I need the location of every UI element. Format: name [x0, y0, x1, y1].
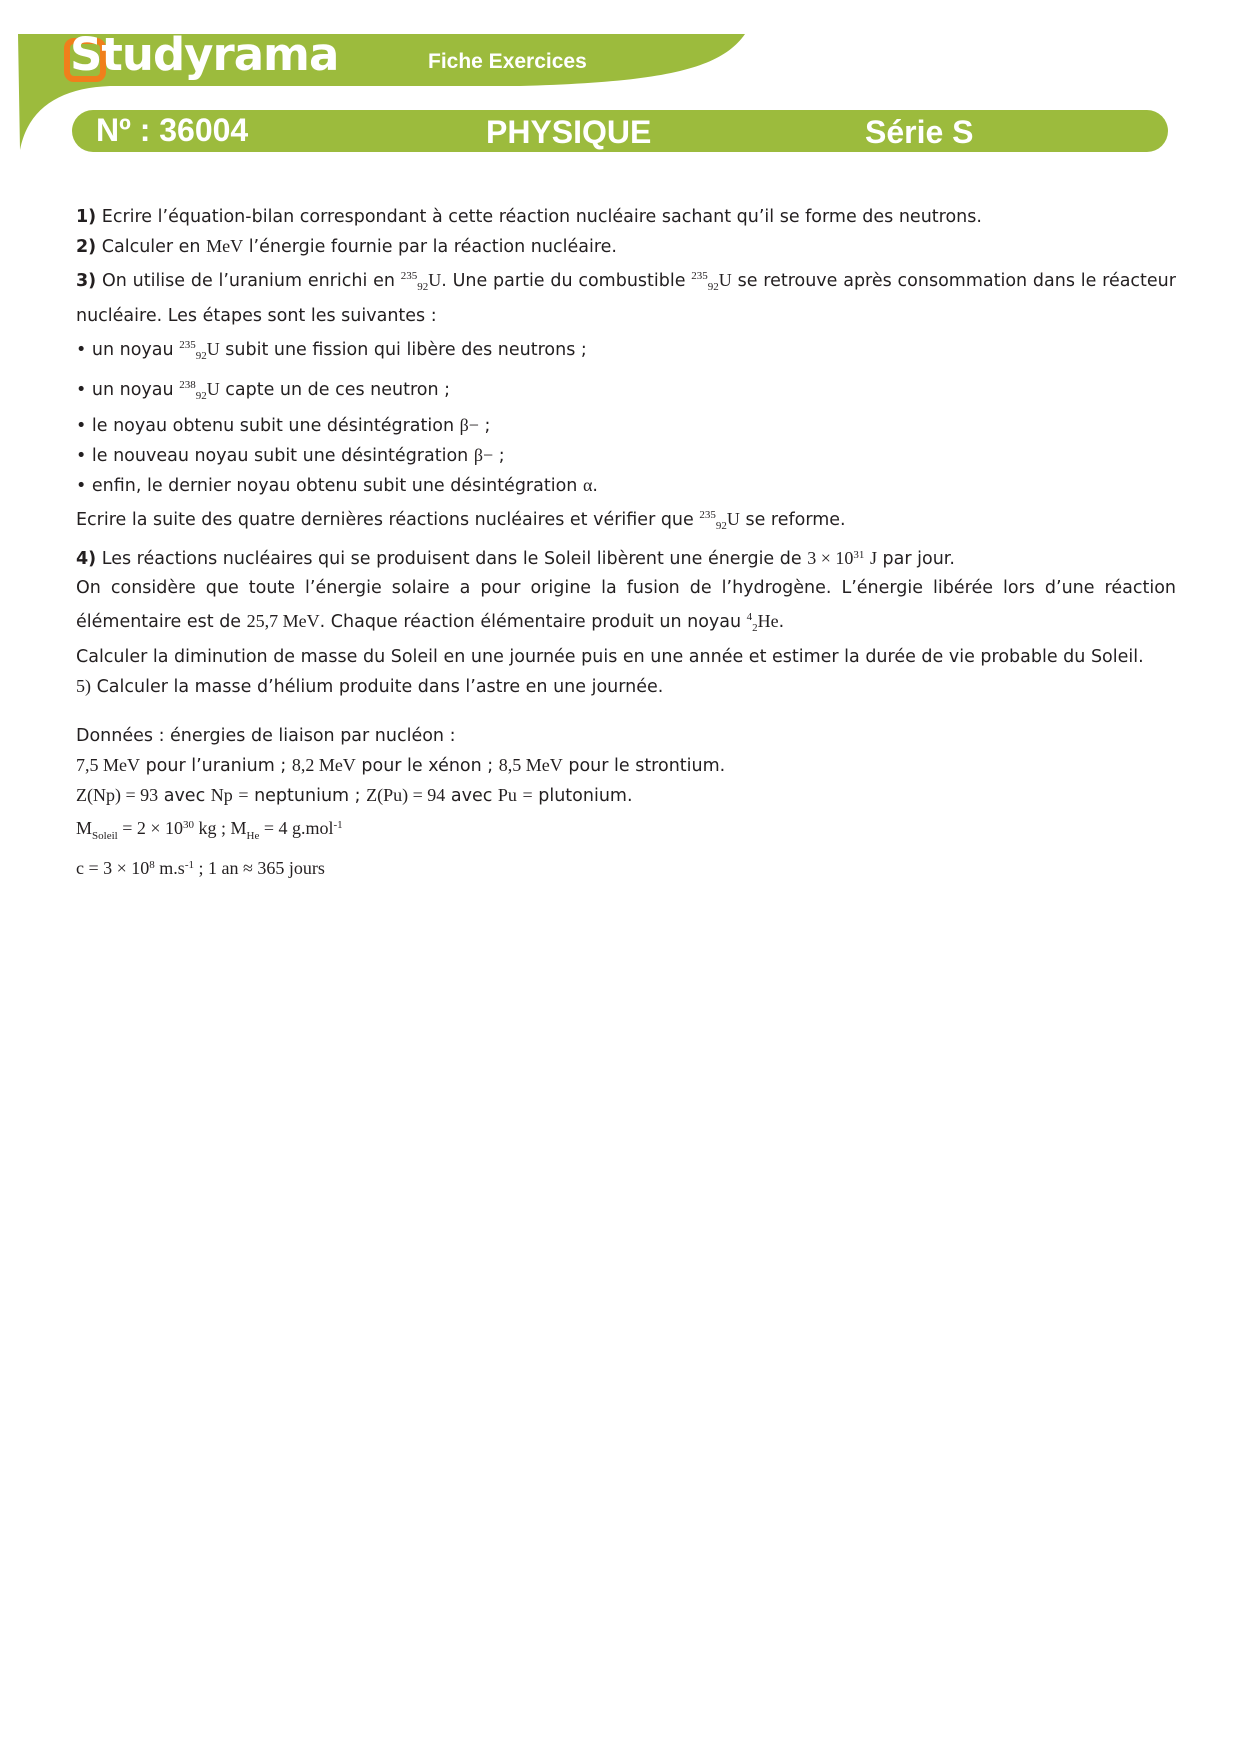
q2-number: 2) [76, 237, 97, 257]
question-2 [76, 232, 1176, 262]
question-4: 4) Les réactions nucléaires qui se produisent dans le Soleil libèrent une énergie de $3 \times 10^{31}$ J par jour. [76, 548, 955, 569]
q1-text: Ecrire l’équation-bilan correspondant à cette réaction nucléaire sachant qu’il se forme des neutrons. [101, 207, 982, 227]
data-masses: $M_{Soleil} = 2 \times 10^{30}$ kg ; $M_{He} = 4$ g.mol$^{-1}$ [76, 818, 343, 842]
isotope-u235: $^{235}_{92}$U [691, 270, 732, 293]
question-5: 5) Calculer la masse d’hélium produite dans l’astre en une journée. [76, 676, 664, 697]
data-atomic-numbers: Z(Np) = 93 avec Np = neptunium ; Z(Pu) = 94 avec Pu = plutonium. [76, 785, 633, 806]
q4-instruction: Calculer la diminution de masse du Soleil en une journée puis en une année et estimer la durée de vie probable du Soleil. [76, 647, 1144, 667]
step-1: • un noyau $^{235}_{92}$U subit une fission qui libère des neutrons ; [76, 339, 587, 362]
step-3: • le noyau obtenu subit une désintégration β− ; [76, 415, 491, 436]
q3-number: 3) [76, 271, 97, 291]
q2-text-b: l’énergie fournie par la réaction nucléaire. [248, 237, 617, 257]
series: Série S [865, 114, 974, 150]
q4-number: 4) [76, 549, 97, 569]
q4-context: On considère que toute l’énergie solaire a pour origine la fusion de l’hydrogène. L’énergie libérée lors d’une réaction élémentaire est de 25,7 MeV. Chaque réaction élémentaire produit un noyau $^4_2$He. [76, 578, 1176, 634]
exercise-content [76, 203, 1176, 883]
beta-minus-symbol: β− [473, 445, 494, 465]
isotope-u238: $^{238}_{92}$U [179, 379, 220, 402]
q2-text-a: Calculer en [101, 237, 201, 257]
isotope-he4: $^4_2$He [746, 611, 779, 634]
q3-instruction: Ecrire la suite des quatre dernières réactions nucléaires et vérifier que $^{235}_{92}$U se reforme. [76, 509, 846, 532]
question-3 [76, 262, 1176, 331]
isotope-u235: $^{235}_{92}$U [400, 270, 442, 293]
q3-text-c: se retrouve après consommation dans le réacteur nucléaire. Les étapes sont les suivantes : [76, 271, 1176, 326]
step-4: • le nouveau noyau subit une désintégration β− ; [76, 445, 505, 466]
step-2: • un noyau $^{238}_{92}$U capte un de ces neutron ; [76, 379, 451, 402]
beta-minus-symbol: β− [459, 415, 479, 435]
q5-number: 5) [76, 676, 91, 696]
data-title: Données : énergies de liaison par nucléon : [76, 726, 456, 746]
isotope-u235: $^{235}_{92}$U [699, 509, 740, 532]
reaction-energy: 25,7 MeV [246, 611, 320, 631]
data-constants: $c = 3 \times 10^8$ $m.s^{-1}$ ; 1 an ≈ 365 jours [76, 858, 325, 878]
exercise-number: Nº : 36004 [96, 112, 249, 148]
q1-number: 1) [76, 207, 97, 227]
data-binding-energies: 7,5 MeV pour l’uranium ; 8,2 MeV pour le xénon ; 8,5 MeV pour le strontium. [76, 755, 726, 776]
doc-type: Fiche Exercices [428, 50, 587, 73]
step-5: • enfin, le dernier noyau obtenu subit une désintégration α. [76, 475, 598, 496]
isotope-u235: $^{235}_{92}$U [179, 339, 220, 362]
alpha-symbol: α [582, 475, 593, 495]
q3-text-b: . Une partie du combustible [441, 271, 686, 291]
subject: PHYSIQUE [486, 114, 652, 150]
question-1 [76, 203, 1176, 232]
logo-text: Studyrama [70, 28, 339, 81]
q2-unit: MeV [206, 236, 244, 256]
q3-text-a: On utilise de l’uranium enrichi en [101, 271, 395, 291]
